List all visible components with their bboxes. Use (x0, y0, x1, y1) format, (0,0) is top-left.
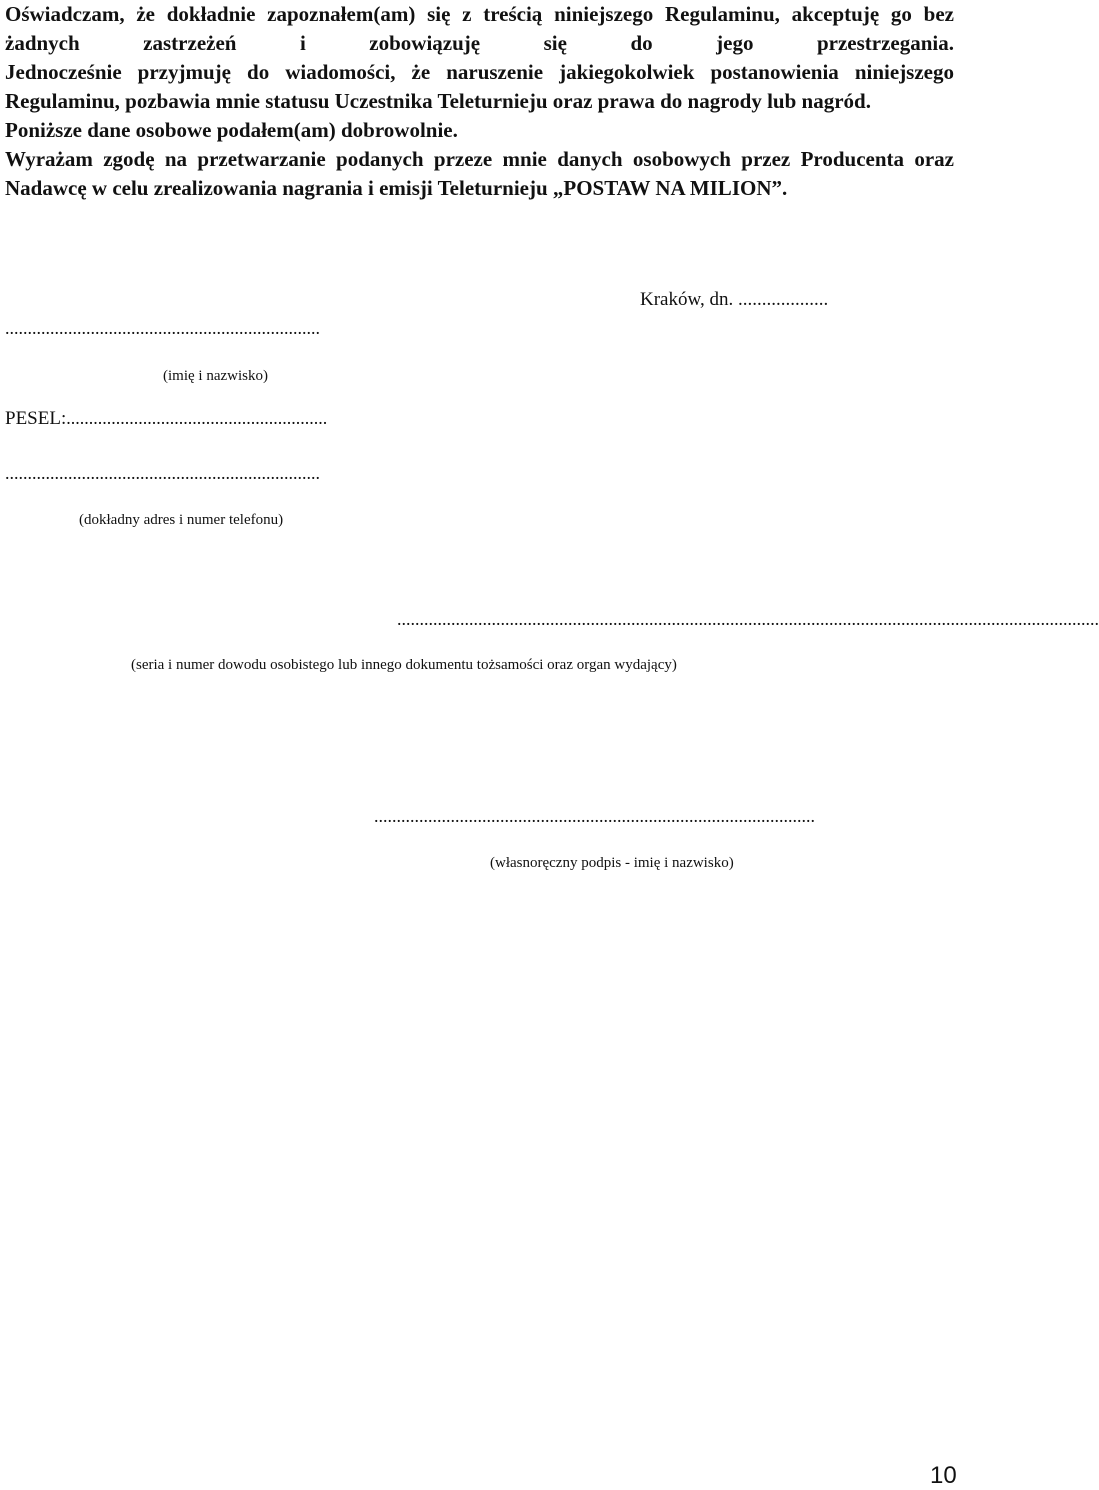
signature-field[interactable]: .................................................................................................. (374, 806, 815, 826)
statement-consent: Wyrażam zgodę na przetwarzanie podanych przeze mnie danych osobowych przez Producenta oraz Nadawcę w celu zrealizowania nagrania i emisji Teleturnieju „POSTAW NA MILION”. (5, 147, 954, 200)
signature-caption: (własnoręczny podpis - imię i nazwisko) (490, 855, 734, 871)
name-field[interactable]: ...................................................................... (5, 318, 320, 338)
pesel-label: PESEL: (5, 408, 67, 429)
statement-acceptance: Oświadczam, że dokładnie zapoznałem(am) się z treścią niniejszego Regulaminu, akceptuję go bez żadnych zastrzeżeń i zobowiązuję się do jego przestrzegania. (5, 2, 954, 55)
page-number: 10 (930, 1462, 957, 1489)
address-field[interactable]: ...................................................................... (5, 463, 320, 483)
place-date-field[interactable]: Kraków, dn. ................... (640, 289, 829, 310)
pesel-row (5, 408, 327, 430)
name-caption: (imię i nazwisko) (163, 368, 268, 384)
statement-violation: Jednocześnie przyjmuję do wiadomości, że naruszenie jakiegokolwiek postanowienia niniejszego Regulaminu, pozbawia mnie statusu Uczestnika Teleturnieju oraz prawa do nagrody lub nagród. (5, 60, 954, 113)
id-document-field[interactable]: ............................................................................................................................................................ (397, 609, 1099, 629)
statement-voluntary-data: Poniższe dane osobowe podałem(am) dobrowolnie. (5, 118, 458, 142)
pesel-field[interactable]: .......................................................... (66, 408, 328, 428)
address-caption: (dokładny adres i numer telefonu) (79, 512, 284, 528)
statement-block (5, 0, 954, 203)
id-document-caption: (seria i numer dowodu osobistego lub innego dokumentu tożsamości oraz organ wydający) (131, 657, 677, 673)
